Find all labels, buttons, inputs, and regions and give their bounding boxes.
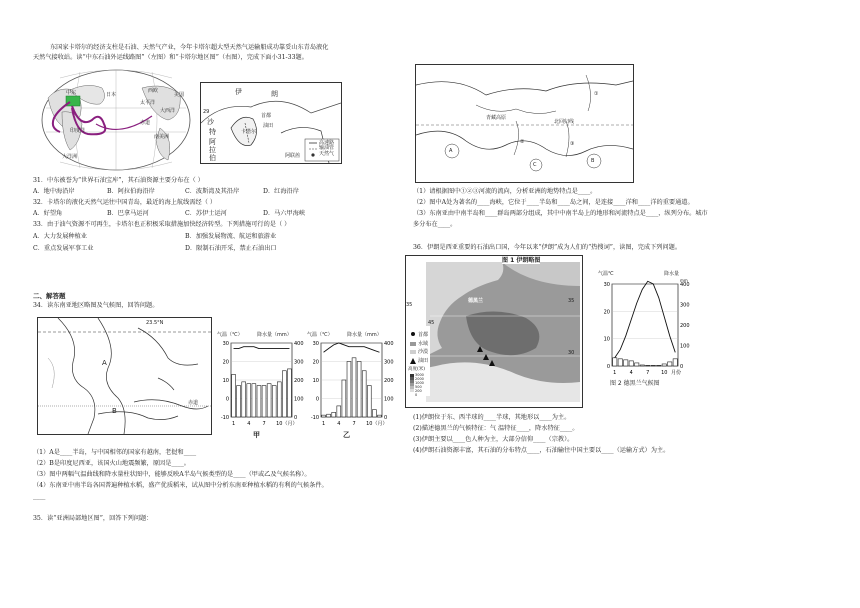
q31-option-d: D．红海沿岸: [263, 188, 299, 195]
chart-yi-temp-tick: 30: [312, 341, 319, 347]
map2-label-te: 特: [209, 128, 216, 136]
iran-lat-35: 35: [406, 302, 413, 308]
q36-sub-2: (2)描述德黑兰的气候特征：气 温特征____，降水特征____。: [413, 425, 579, 432]
chart-tehran-month-tick: 7: [646, 370, 650, 376]
q32-option-d: D．马六甲海峡: [263, 210, 306, 217]
chart-yi-precip-bar: [322, 415, 326, 417]
chart-tehran-precip-bar: [662, 364, 666, 366]
chart-jia-month-tick: 10: [276, 421, 283, 427]
iran-legend-capital: 首都: [418, 332, 429, 338]
chart-tehran-temp-tick: 20: [603, 309, 610, 316]
chart-jia-precip-tick: 100: [294, 396, 304, 403]
section-title-answer: 二、解答题: [33, 292, 66, 300]
map2-label-qatar: 卡塔尔: [241, 129, 257, 135]
q34-sub-4: （4）东南亚中南半岛各国普遍种植水稻，盛产优质稻米，试从图中分析东南亚种植水稻的有利的气候条件。: [33, 482, 328, 489]
chart-yi-temp-tick: 10: [312, 378, 319, 384]
iran-map: [405, 255, 583, 408]
map2-label-gas: 天然气: [319, 151, 335, 157]
q31-stem: 31．中东被誉为“世界石油宝库”，其石油资源主要分布在（ ）: [33, 177, 204, 184]
asia-label-river-2: ②: [520, 139, 525, 145]
tehran-climate-chart: [596, 271, 696, 391]
iran-lat-45: 45: [428, 320, 435, 326]
map1-label-pacific: 太平洋: [140, 100, 156, 106]
q34-sub-4-answer: ____: [33, 493, 46, 500]
q34-sub-1: （1）A是____半岛，与中国相邻的国家有越南，老挝和____: [33, 449, 197, 456]
map1-label-indian-ocean: 印度洋: [70, 128, 86, 134]
chart-tehran-precip-bar: [640, 365, 644, 366]
southeast-asia-map: [37, 317, 212, 435]
asia-label-a: A: [449, 148, 453, 154]
chart-yi-caption: 乙: [343, 431, 350, 439]
map1-label-mideast: 中东: [66, 90, 77, 96]
chart-tehran-month-tick: 4: [629, 370, 633, 376]
chart-yi-temp-tick: -10: [310, 415, 319, 421]
iran-legend-oilfield: 油田: [418, 358, 429, 364]
q35-sub-2: （2）图中A处为著名的____海峡，它位于____半岛和____岛之间，是连接____洋和____洋的重要通道。: [413, 199, 694, 206]
chart-jia-caption: 甲: [253, 431, 260, 439]
tehran-chart-caption: 图 2 德黑兰气候图: [610, 380, 660, 387]
chart-jia-temp-tick: 30: [222, 341, 229, 347]
iran-elev-1000: 1000: [415, 381, 424, 385]
q35-sub-3-cont: 多分布在____。: [413, 221, 457, 228]
chart-jia-temp-tick: 20: [222, 359, 229, 366]
chart-tehran-precip-tick: 100: [680, 343, 690, 350]
chart-jia-precip-bar: [232, 374, 236, 417]
q36-sub-1: (1)伊朗位于东、西半球的____半球，其地形以____为主。: [413, 414, 571, 421]
chart-tehran-precip-bar: [635, 363, 639, 366]
chart-jia-month-tick: （月）: [282, 421, 298, 427]
chart-jia-temp-tick: 10: [222, 378, 229, 384]
seasia-label-b: B: [112, 407, 117, 415]
q36-stem: 36．伊朗是西亚重要的石油出口国，今年以来“伊朗”成为人们的“热搜词”，读图，完成下列问题。: [413, 244, 682, 251]
chart-tehran-precip-bar: [613, 358, 617, 366]
chart-jia-precip-bar: [267, 384, 271, 417]
asia-label-tibet: 青藏高原: [486, 115, 507, 121]
q34-stem: 34．读东南亚地区略图及气候图，回答问题。: [33, 302, 159, 309]
chart-tehran-precip-bar: [668, 362, 672, 366]
q31-option-c: C．波斯湾及其沿岸: [185, 188, 240, 195]
map2-label-29: 29: [203, 109, 210, 115]
map1-label-japan: 日本: [106, 92, 117, 98]
map2-label-oilfield: 油田: [263, 123, 274, 129]
climate-chart-yi: [305, 332, 400, 444]
chart-jia-precip-bar: [237, 386, 241, 417]
q35-sub-1: （1）请根据图中①②③河流的流向，分析亚洲的地势特点是____。: [413, 188, 597, 195]
map2-label-pipeline: 输油管: [319, 145, 335, 151]
oil-route-world-map: [40, 68, 192, 172]
chart-jia-precip-bar: [262, 386, 266, 417]
chart-jia-precip-bar: [288, 369, 292, 417]
chart-tehran-precip-bar: [629, 361, 633, 366]
intro-line-2: 天然气接收站。读“中东石油外运线路图”（左图）和“卡塔尔地区图”（右图），完成下面小31-33题。: [33, 54, 308, 61]
q36-sub-3: (3)伊朗主要以____色人种为主，大部分信仰____（宗教）。: [413, 436, 574, 443]
chart-tehran-precip-tick: 300: [680, 302, 690, 309]
chart-jia-precip-tick: 0: [294, 415, 298, 421]
q33-option-c: C．重点发展军事工业: [33, 245, 94, 252]
map2-label-highway: 高速路: [319, 140, 335, 146]
map2-label-bo: 伯: [209, 154, 216, 162]
chart-yi-temp-label: 气温（℃）: [307, 332, 333, 338]
chart-tehran-precip-bar: [618, 359, 622, 366]
chart-tehran-precip-bar: [651, 365, 655, 366]
iran-elev-500: 500: [415, 385, 422, 389]
map1-label-south-america: 南美洲: [154, 134, 170, 140]
map1-label-oceania: 大洋洲: [62, 154, 78, 160]
asia-label-c: C: [533, 162, 537, 168]
seasia-label-tropic: 23.5°N: [146, 320, 164, 326]
q32-option-c: C．苏伊士运河: [185, 210, 227, 217]
iran-elev-200: 200: [415, 389, 422, 393]
seasia-label-equator: 赤道: [188, 400, 199, 406]
tehran-temp-label: 气温℃: [598, 271, 614, 277]
map2-label-a: 阿: [209, 138, 216, 146]
chart-tehran-month-tick: 1: [613, 370, 617, 376]
chart-jia-precip-tick: 400: [294, 341, 304, 347]
chart-tehran-precip-tick: 400: [680, 282, 690, 288]
chart-yi-precip-bar: [327, 414, 331, 417]
chart-jia-month-tick: 7: [262, 421, 266, 427]
q33-option-a: A．大力发展种植业: [33, 233, 87, 240]
q33-option-d: D．限制石油开采，禁止石油出口: [185, 245, 277, 252]
chart-yi-precip-tick: 200: [384, 378, 394, 384]
chart-yi-month-tick: 10: [366, 421, 373, 427]
chart-tehran-temp-tick: 30: [603, 282, 610, 288]
chart-yi-precip-bar: [357, 362, 361, 418]
chart-yi-precip-bar: [362, 371, 366, 417]
chart-jia-plot: [215, 339, 310, 431]
chart-tehran-temp-tick: 0: [606, 364, 610, 370]
chart-jia-precip-bar: [252, 384, 256, 417]
q35-stem: 35．读“亚洲局部地区图”，回答下列问题：: [33, 515, 153, 522]
asia-label-river-3: ③: [570, 141, 575, 147]
chart-tehran-precip-bar: [646, 365, 650, 366]
asia-label-river-1: ①: [594, 91, 599, 97]
map2-label-la: 拉: [209, 146, 216, 154]
chart-tehran-precip-bar: [657, 365, 661, 366]
asia-partial-map: [415, 64, 634, 183]
chart-jia-temp-tick: 0: [225, 396, 229, 403]
chart-tehran-frame: [612, 284, 678, 366]
chart-tehran-month-tick: 10: [661, 370, 668, 376]
map1-label-atlantic: 大西洋: [160, 108, 176, 114]
chart-jia-temp-tick: -10: [220, 415, 229, 421]
iran-legend-water: 水域: [418, 341, 429, 347]
chart-yi-month-tick: （月）: [372, 421, 388, 427]
chart-tehran-precip-tick: 0: [680, 364, 684, 370]
chart-yi-month-tick: 7: [352, 421, 356, 427]
map2-label-uae: 阿联酋: [285, 153, 301, 159]
tehran-precip-unit: mm: [680, 278, 688, 283]
iran-elev-0: 0: [415, 393, 418, 397]
iran-lat-30: 30: [568, 350, 575, 356]
iran-legend-desert: 沙漠: [418, 349, 429, 355]
q34-sub-3: （3）图中两幅气温曲线和降水量柱状图中，能够反映A半岛气候类型的是____（甲或乙及气候名称）。: [33, 471, 311, 478]
chart-yi-precip-bar: [332, 412, 336, 417]
q34-sub-2: （2）B是印度尼西亚，该国火山地震频繁，原因是____。: [33, 460, 190, 467]
chart-yi-precip-bar: [342, 380, 346, 417]
q36-sub-4: (4)伊朗石油资源丰富，其石油的分布特点____，石油输往中国主要以____（运输方式）为主。: [413, 447, 670, 454]
q35-sub-3: （3）东南亚由中南半岛和____群岛两部分组成，其中中南半岛上的地形和河流特点是____，纵列分布。城市: [413, 210, 708, 217]
chart-jia-precip-bar: [257, 386, 261, 417]
chart-jia-precip-bar: [272, 386, 276, 417]
tehran-precip-label: 降水量: [664, 271, 680, 277]
map1-label-equator: 赤道: [140, 120, 151, 126]
chart-yi-precip-tick: 300: [384, 359, 394, 366]
chart-yi-month-tick: 4: [337, 421, 341, 427]
q33-option-b: B．加强发展物流、航运和旅游业: [185, 233, 277, 240]
chart-jia-temp-label: 气温（℃）: [217, 332, 243, 338]
chart-jia-precip-label: 降水量（mm）: [257, 332, 292, 338]
chart-yi-temp-tick: 0: [315, 396, 319, 403]
chart-jia-precip-tick: 200: [294, 378, 304, 384]
asia-label-tropic: 北回归线: [554, 119, 575, 125]
chart-yi-precip-tick: 100: [384, 396, 394, 403]
map2-label-yi: 伊: [235, 88, 242, 96]
climate-chart-jia: [215, 332, 310, 444]
chart-yi-precip-label: 降水量（mm）: [347, 332, 382, 338]
chart-jia-precip-bar: [277, 382, 281, 417]
map1-label-usa: 美国: [174, 92, 185, 98]
chart-tehran-temp-tick: 10: [603, 336, 610, 343]
chart-yi-precip-bar: [337, 406, 341, 417]
chart-jia-precip-tick: 300: [294, 359, 304, 366]
iran-elev-2000: 2000: [415, 377, 424, 381]
chart-yi-precip-tick: 400: [384, 341, 394, 347]
asia-label-b: B: [591, 158, 595, 164]
chart-tehran-precip-tick: 200: [680, 323, 690, 329]
chart-yi-precip-bar: [378, 415, 382, 417]
chart-jia-month-tick: 4: [247, 421, 251, 427]
chart-tehran-month-tick: 月份: [670, 370, 682, 376]
iran-elevation-label: 高度(米): [408, 367, 426, 372]
chart-jia-precip-bar: [282, 371, 286, 417]
q33-stem: 33．由于油气资源不可再生，卡塔尔也正积极采取措施加快经济转型。下列措施可行的是（ ）: [33, 221, 291, 228]
q32-option-a: A．好望角: [33, 210, 63, 217]
chart-yi-precip-tick: 0: [384, 415, 388, 421]
map2-label-sha: 沙: [207, 118, 214, 126]
iran-city-tehran: 德黑兰: [468, 298, 484, 304]
map1-label-west-europe: 西欧: [148, 88, 159, 94]
seasia-label-a: A: [102, 359, 107, 367]
chart-yi-precip-bar: [372, 410, 376, 417]
iran-elev-3000: 3000: [415, 373, 424, 377]
chart-yi-precip-bar: [352, 358, 356, 417]
map2-label-capital: 首都: [261, 113, 272, 119]
chart-yi-plot: [305, 339, 400, 431]
iran-lat-35-right: 35: [568, 298, 575, 304]
chart-yi-temp-tick: 20: [312, 359, 319, 366]
chart-tehran-precip-bar: [673, 359, 677, 366]
map2-label-lang: 朗: [271, 90, 278, 98]
chart-tehran-precip-bar: [624, 360, 628, 366]
intro-line-1: 东国家卡塔尔的经济支柱是石油、天然气产业，今年卡塔尔超大型天然气运输船成功靠妥山东青岛液化: [50, 44, 329, 51]
chart-yi-precip-bar: [367, 386, 371, 417]
chart-yi-precip-bar: [347, 362, 351, 418]
q31-option-b: B．阿拉伯海沿岸: [107, 188, 155, 195]
q32-stem: 32．卡塔尔的液化天然气运往中国青岛，最近的海上航线需经（ ）: [33, 199, 217, 206]
iran-map-title: 图 1 伊朗略图: [502, 257, 541, 264]
chart-jia-precip-bar: [242, 382, 246, 417]
chart-jia-month-tick: 1: [231, 421, 236, 427]
qatar-region-map: [200, 82, 342, 164]
q31-option-a: A．地中海沿岸: [33, 188, 75, 195]
chart-jia-precip-bar: [247, 384, 251, 417]
q32-option-b: B．巴拿马运河: [107, 210, 149, 217]
tehran-chart-plot: [596, 280, 696, 380]
chart-yi-month-tick: 1: [321, 421, 326, 427]
